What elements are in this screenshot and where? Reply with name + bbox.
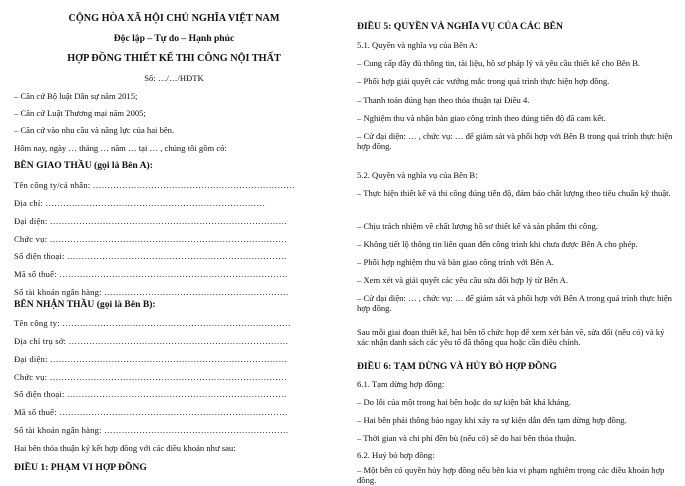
motto: Độc lập – Tự do – Hạnh phúc (113, 33, 235, 44)
party-a-duty: – Cung cấp đầy đủ thông tin, tài liệu, hồ sơ pháp lý và yêu cầu thiết kế cho Bên B. (357, 58, 641, 68)
party-a-field: Chức vụ: ……………………………………………………………………… (14, 234, 288, 244)
party-b-field: Địa chỉ trụ sở: ………………………………………………………………… (14, 336, 289, 346)
party-b-heading: BÊN NHẬN THẦU (gọi là Bên B): (14, 299, 156, 310)
termination-item: – Một bên có quyền hủy hợp đồng nếu bên kia vi phạm nghiêm trọng các điều khoản hợp đồng. (357, 465, 665, 486)
intro-line: Hôm nay, ngày … tháng … năm … tại … , chúng tôi gồm có: (14, 143, 227, 153)
party-a-duty: – Phối hợp giải quyết các vướng mắc trong quá trình thực hiện hợp đồng. (357, 76, 610, 86)
suspension-item: – Do lỗi của một trong hai bên hoặc do sự kiện bất khả kháng. (357, 397, 571, 407)
party-a-duty: – Nghiệm thu và nhận bàn giao công trình theo đúng tiến độ đã cam kết. (357, 113, 606, 123)
party-b-duty: – Phối hợp nghiệm thu và bàn giao công trình với Bên A. (357, 257, 554, 267)
article-5-heading: ĐIỀU 5: QUYỀN VÀ NGHĨA VỤ CỦA CÁC BÊN (357, 21, 563, 32)
party-b-duty: – Cử đại diện: … , chức vụ: … để giám sát và phối hợp với Bên A trong quá trình thực hiện hợp đồng. (357, 293, 672, 314)
party-b-field: Đại diện: ……………………………………………………………………… (14, 354, 288, 364)
party-a-heading: BÊN GIAO THẦU (gọi là Bên A): (14, 160, 153, 171)
article-1-heading: ĐIỀU 1: PHẠM VI HỢP ĐỒNG (14, 462, 147, 473)
article-6-heading: ĐIỀU 6: TẠM DỪNG VÀ HỦY BỎ HỢP ĐỒNG (357, 361, 557, 372)
basis-line: – Căn cứ Luật Thương mại năm 2005; (14, 108, 146, 118)
section-6-1: 6.1. Tạm dừng hợp đồng: (357, 379, 445, 389)
agreement-line: Hai bên thỏa thuận ký kết hợp đồng với các điều khoản như sau: (14, 443, 236, 453)
party-b-field: Mã số thuế: …………………………………………………………………… (14, 407, 288, 417)
party-a-field: Tên công ty/cá nhân: …………………………………………………………… (14, 180, 295, 190)
document-title: HỢP ĐỒNG THIẾT KẾ THI CÔNG NỘI THẤT (67, 53, 281, 64)
party-b-duty: – Chịu trách nhiệm về chất lượng hồ sơ thiết kế và sản phẩm thi công. (357, 221, 598, 231)
party-a-duty: – Thanh toán đúng hạn theo thỏa thuận tại Điều 4. (357, 95, 530, 105)
party-b-field: Chức vụ: ……………………………………………………………………… (14, 372, 288, 382)
section-5-1: 5.1. Quyền và nghĩa vụ của Bên A: (357, 40, 478, 50)
phase-review-note: Sau mỗi giai đoạn thiết kế, hai bên tổ chức họp để xem xét bản vẽ, sửa đổi (nếu có) và ký xác nhận danh sách các yêu tố đã thống qua hoặc cần điều chỉnh. (357, 327, 665, 348)
party-b-duty: – Thực hiện thiết kế và thi công đúng tiến độ, đảm bảo chất lượng theo tiêu chuẩn kỹ thuật. (357, 188, 671, 198)
party-b-duty: – Không tiết lộ thông tin liên quan đến công trình khi chưa được Bên A cho phép. (357, 239, 638, 249)
party-a-field: Số tài khoản ngân hàng: ……………………………………………………… (14, 287, 289, 297)
section-6-2: 6.2. Huỷ bỏ hợp đồng: (357, 450, 435, 460)
suspension-item: – Hai bên phải thông báo ngay khi xảy ra sự kiện dẫn đến tạm dừng hợp đồng. (357, 415, 627, 425)
section-5-2: 5.2. Quyền và nghĩa vụ của Bên B: (357, 170, 478, 180)
party-b-field: Số tài khoản ngân hàng: ……………………………………………………… (14, 425, 289, 435)
party-b-field: Số điện thoại: ………………………………………………………………… (14, 389, 287, 399)
suspension-item: – Thời gian và chi phí đền bù (nếu có) sẽ do hai bên thỏa thuận. (357, 433, 577, 443)
party-a-field: Mã số thuế: …………………………………………………………………… (14, 269, 288, 279)
basis-line: – Căn cứ Bộ luật Dân sự năm 2015; (14, 91, 138, 101)
party-a-duty: – Cử đại diện: … , chức vụ: … để giám sát và phối hợp với Bên B trong quá trình thực hiện hợp đồng. (357, 131, 673, 152)
party-b-field: Tên công ty: …………………………………………………………………… (14, 318, 291, 328)
party-a-field: Số điện thoại: ………………………………………………………………… (14, 251, 287, 261)
document-number: Số: …/…/HĐTK (144, 73, 204, 83)
party-a-field: Đại diện: ……………………………………………………………………… (14, 216, 288, 226)
national-title: CỘNG HÒA XÃ HỘI CHỦ NGHĨA VIỆT NAM (68, 13, 280, 24)
party-b-duty: – Xem xét và giải quyết các yêu cầu sửa đổi hợp lý từ Bên A. (357, 275, 568, 285)
basis-line: – Căn cứ vào nhu cầu và năng lực của hai bên. (14, 125, 175, 135)
party-a-field: Địa chỉ: ………………………………………………………………… (14, 198, 266, 208)
